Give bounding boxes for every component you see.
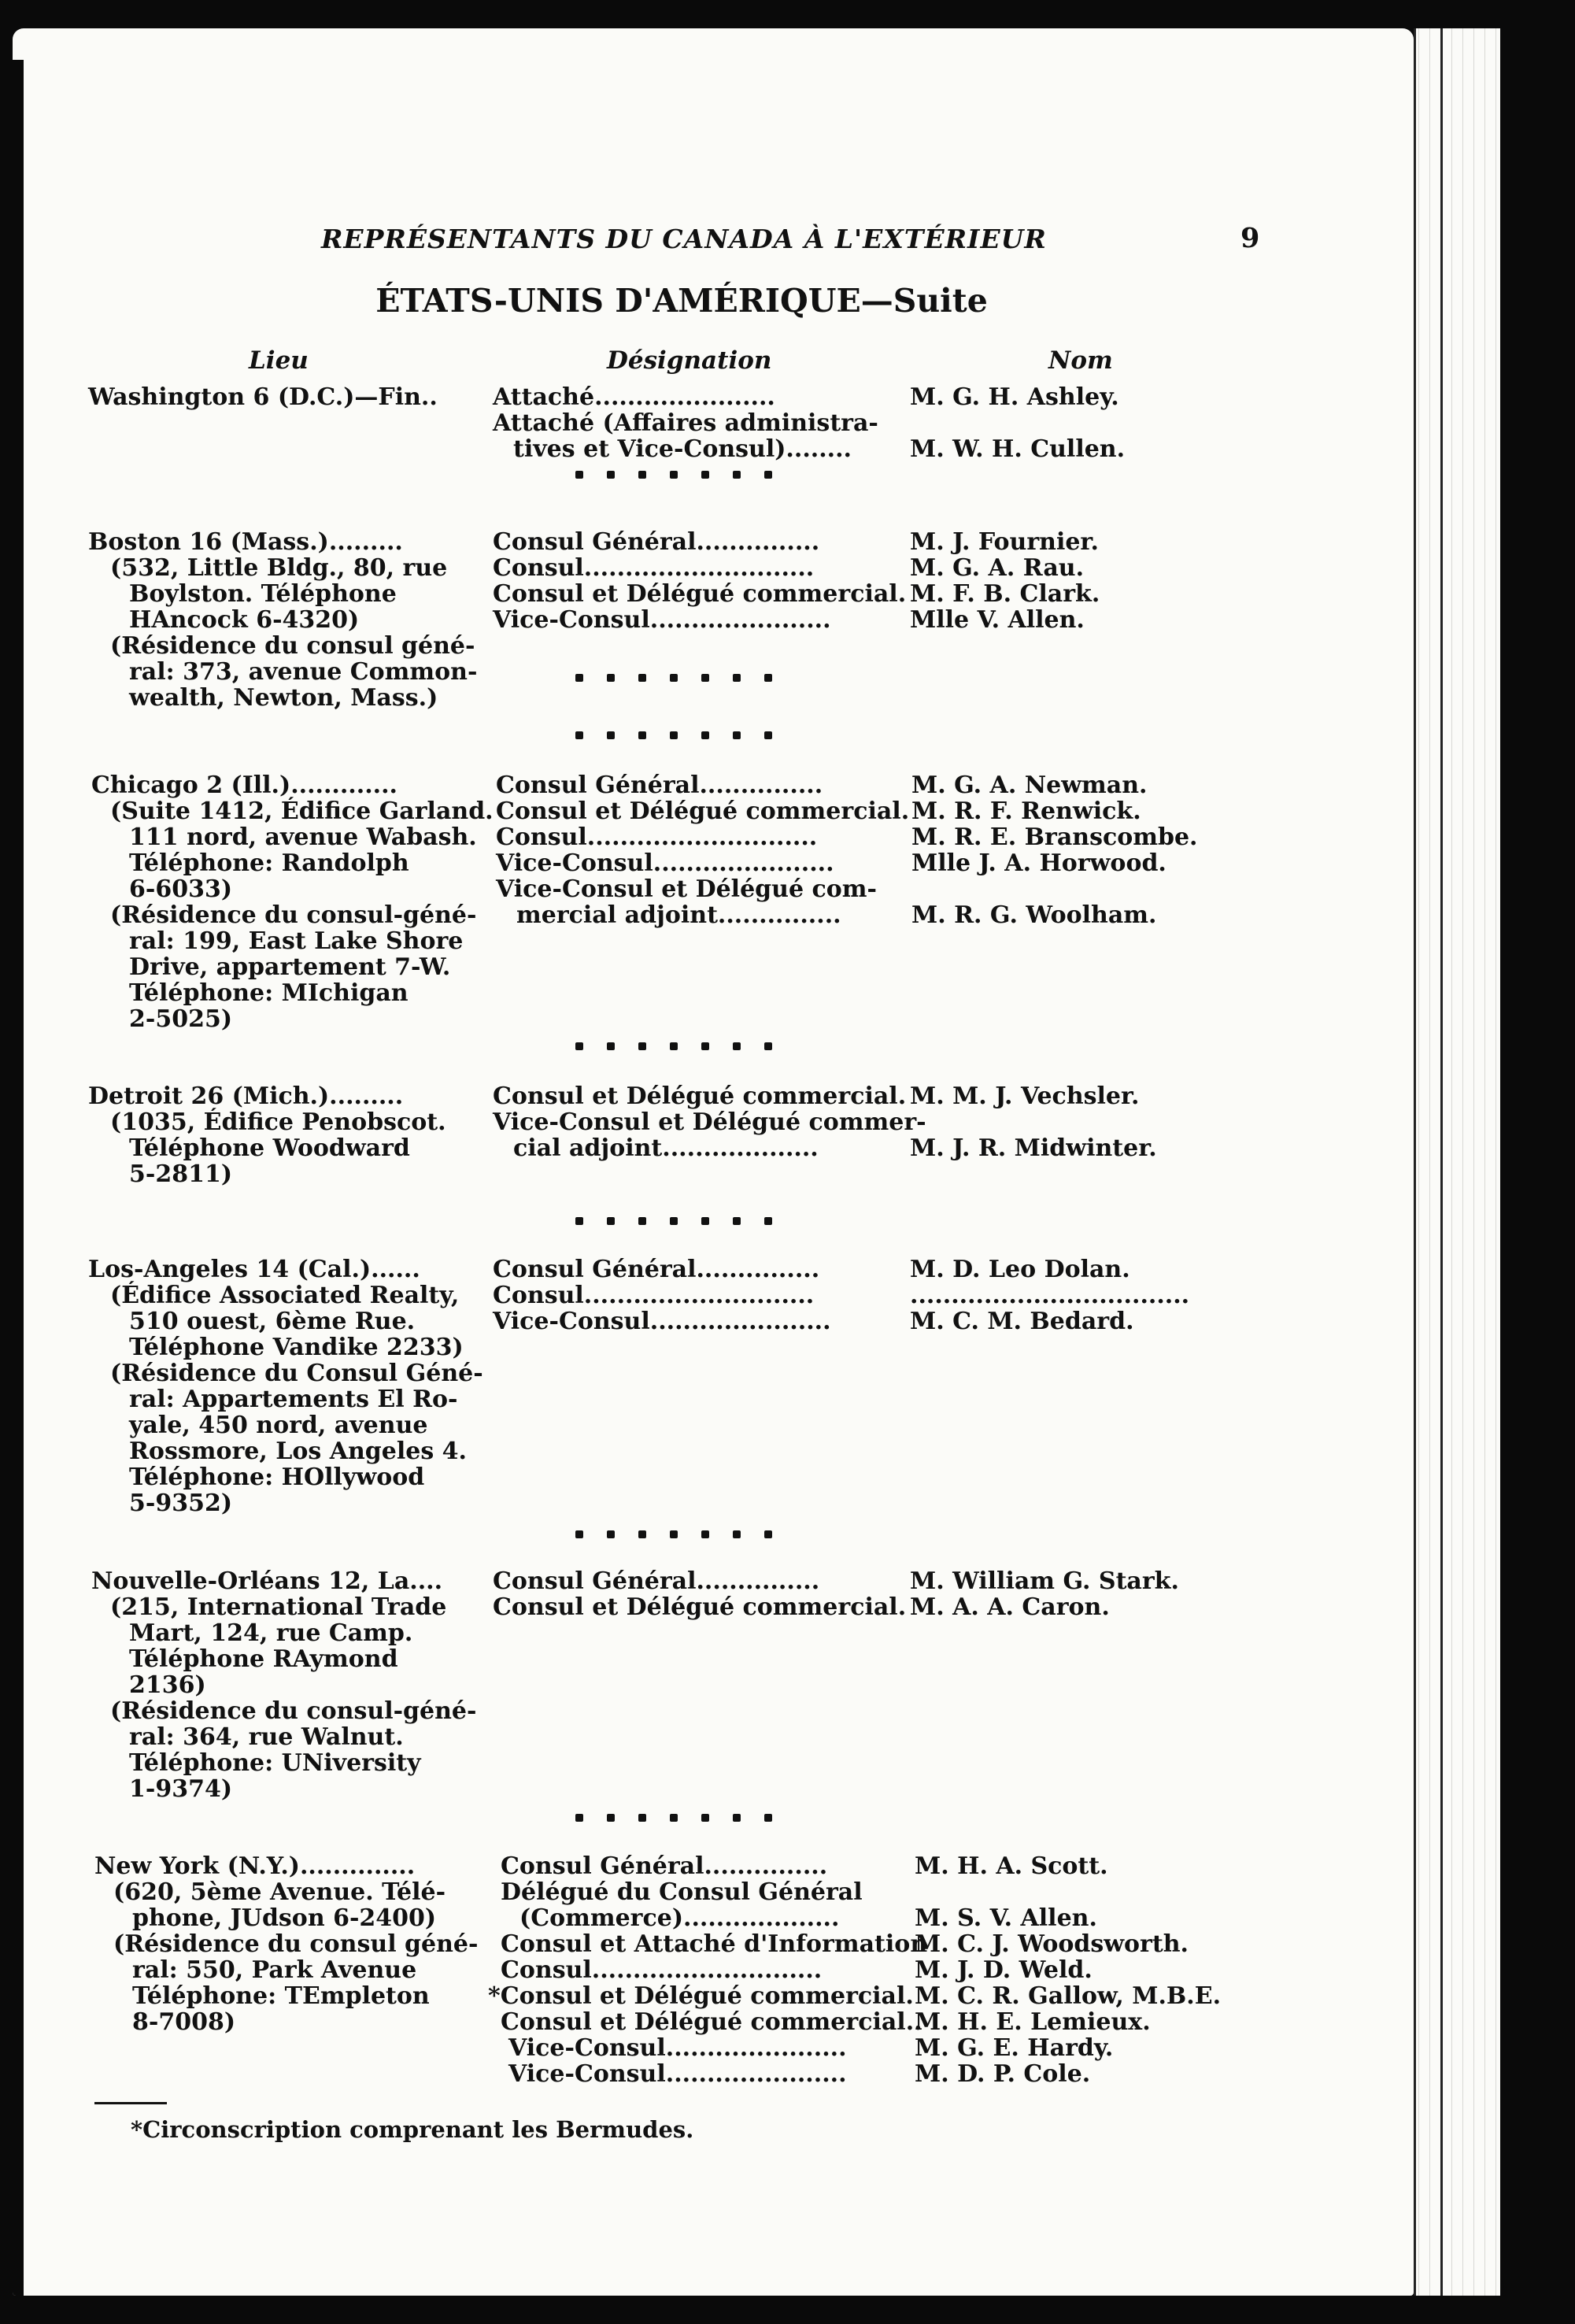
designation-line: Vice-Consul...................... [493, 1308, 831, 1335]
footnote-rule [94, 2102, 167, 2104]
designation-line: Attaché (Affaires administra- [493, 409, 878, 437]
place-line: Téléphone Vandike 2233) [129, 1334, 464, 1361]
designation-line: tives et Vice-Consul)........ [513, 435, 852, 463]
place-line: (Suite 1412, Édifice Garland. [110, 797, 494, 825]
separator-dots [575, 674, 772, 685]
entry-place [88, 1256, 483, 1517]
place-line: 111 nord, avenue Wabash. [129, 823, 477, 851]
designation-line: Consul Général............... [496, 772, 823, 799]
place-line: yale, 450 nord, avenue [129, 1412, 428, 1439]
designation-line: Vice-Consul...................... [508, 2060, 847, 2088]
name-line: M. S. V. Allen. [915, 1904, 1097, 1932]
place-line: (Résidence du consul-géné- [110, 1697, 477, 1725]
designation-line: Consul............................ [493, 1282, 815, 1309]
place-line: ral: Appartements El Ro- [129, 1386, 458, 1413]
place-line: 8-7008) [132, 2008, 236, 2036]
place-line: Chicago 2 (Ill.)............. [91, 772, 397, 799]
entry-names [910, 384, 1303, 462]
designation-line: mercial adjoint............... [516, 901, 841, 929]
entry-place [88, 1083, 466, 1187]
entry-designations [496, 772, 910, 929]
name-line: M. C. J. Woodsworth. [915, 1930, 1189, 1958]
place-line: 6-6033) [129, 875, 233, 903]
designation-line: (Commerce)................... [519, 1904, 840, 1932]
place-line: Drive, appartement 7-W. [129, 953, 451, 981]
name-line: M. A. A. Caron. [910, 1593, 1110, 1621]
designation-line: Délégué du Consul Général [501, 1878, 863, 1906]
entry-place [88, 528, 478, 712]
name-line: M. G. H. Ashley. [910, 383, 1119, 411]
gutter-line [1440, 28, 1443, 2296]
place-line: phone, JUdson 6-2400) [132, 1904, 437, 1932]
designation-line: Consul Général............... [493, 1256, 820, 1283]
name-line: M. G. A. Rau. [910, 554, 1085, 582]
column-header-place: Lieu [249, 346, 309, 375]
name-line: M. William G. Stark. [910, 1567, 1179, 1595]
designation-line: Consul et Délégué commercial. [493, 1082, 907, 1110]
place-line: 510 ouest, 6ème Rue. [129, 1308, 416, 1335]
name-line [910, 410, 1303, 436]
place-line: ral: 373, avenue Common- [129, 658, 478, 686]
designation-line: Consul et Délégué commercial. [496, 797, 910, 825]
place-line: Washington 6 (D.C.)—Fin.. [88, 383, 438, 411]
name-line: Mlle J. A. Horwood. [911, 849, 1166, 877]
entry-designations [493, 528, 907, 634]
place-line: 2136) [129, 1671, 206, 1699]
column-header-name: Nom [1048, 346, 1113, 375]
place-line: New York (N.Y.).............. [94, 1852, 416, 1880]
name-line: M. D. P. Cole. [915, 2060, 1091, 2088]
designation-line: Consul et Délégué commercial. [493, 580, 907, 608]
scan-edge [13, 60, 24, 2296]
place-line: Téléphone: HOllywood [129, 1464, 425, 1491]
place-line: 5-2811) [129, 1160, 233, 1188]
name-line [910, 1109, 1303, 1135]
facing-page-edge [1414, 28, 1500, 2296]
entry-names [910, 1083, 1303, 1161]
name-line: M. J. D. Weld. [915, 1956, 1093, 1984]
designation-line: Consul Général............... [493, 528, 820, 556]
entry-designations [488, 1852, 928, 2088]
name-line: M. H. E. Lemieux. [915, 2008, 1151, 2036]
designation-line: Vice-Consul...................... [508, 2034, 847, 2062]
designation-line: Consul............................ [493, 554, 815, 582]
place-line: 2-5025) [129, 1005, 233, 1033]
entry-place [91, 1567, 477, 1803]
place-line: Rossmore, Los Angeles 4. [129, 1438, 467, 1465]
place-line: ral: 364, rue Walnut. [129, 1723, 404, 1751]
designation-line: Consul............................ [496, 823, 818, 851]
footnote: *Circonscription comprenant les Bermudes. [131, 2116, 694, 2143]
designation-line: Consul et Délégué commercial. [493, 1593, 907, 1621]
place-line: (215, International Trade [110, 1593, 447, 1621]
place-line: Nouvelle-Orléans 12, La.... [91, 1567, 443, 1595]
place-line: (Résidence du consul-géné- [110, 901, 477, 929]
designation-line: Attaché...................... [493, 383, 775, 411]
entry-names [910, 1568, 1303, 1620]
place-line: Téléphone RAymond [129, 1645, 398, 1673]
separator-dots [575, 731, 772, 742]
entry-designations [493, 1082, 926, 1162]
place-line: Téléphone: MIchigan [129, 979, 409, 1007]
designation-line: Consul............................ [501, 1956, 823, 1984]
designation-line: Consul et Attaché d'Information [501, 1930, 928, 1958]
designation-line: Vice-Consul et Délégué com- [496, 875, 877, 903]
place-line: (Résidence du Consul Géné- [110, 1360, 483, 1387]
entry-names [910, 1256, 1303, 1334]
place-line: ral: 550, Park Avenue [132, 1956, 417, 1984]
name-line: M. J. Fournier. [910, 528, 1099, 556]
entry-designations [493, 384, 886, 462]
place-line: (620, 5ème Avenue. Télé- [113, 1878, 446, 1906]
place-line: (532, Little Bldg., 80, rue [110, 554, 448, 582]
page-number: 9 [1240, 222, 1260, 254]
designation-line: *Consul et Délégué commercial. [488, 1982, 914, 2010]
name-line: M. G. A. Newman. [911, 772, 1148, 799]
gutter-line [1414, 28, 1416, 2296]
entry-designations [493, 1256, 886, 1334]
separator-dots [575, 1042, 772, 1053]
entry-names [911, 772, 1305, 928]
section-title: ÉTATS-UNIS D'AMÉRIQUE—Suite [375, 282, 988, 320]
place-line: Téléphone Woodward [129, 1134, 410, 1162]
designation-line: Consul et Délégué commercial.. [501, 2008, 922, 2036]
place-line: Téléphone: UNiversity [129, 1749, 421, 1777]
place-line: Mart, 124, rue Camp. [129, 1619, 413, 1647]
entry-designations [493, 1567, 907, 1621]
designation-line: Consul Général............... [493, 1567, 820, 1595]
place-line: ral: 199, East Lake Shore [129, 927, 464, 955]
running-head: REPRÉSENTANTS DU CANADA À L'EXTÉRIEUR [321, 224, 1047, 254]
name-line [911, 876, 1305, 902]
place-line: wealth, Newton, Mass.) [129, 684, 438, 712]
designation-line: Vice-Consul et Délégué commer- [493, 1108, 926, 1136]
place-line: Boylston. Téléphone [129, 580, 397, 608]
designation-line: cial adjoint................... [513, 1134, 819, 1162]
name-line: M. F. B. Clark. [910, 580, 1100, 608]
name-line: M. R. E. Branscombe. [911, 823, 1198, 851]
name-line: M. H. A. Scott. [915, 1852, 1108, 1880]
separator-dots [575, 1814, 772, 1825]
document-page [13, 28, 1414, 2296]
name-line: M. J. R. Midwinter. [910, 1134, 1157, 1162]
name-line: M. M. J. Vechsler. [910, 1082, 1140, 1110]
name-line: M. C. R. Gallow, M.B.E. [915, 1982, 1222, 2010]
entry-place [91, 772, 494, 1033]
place-line: (Résidence du consul géné- [110, 632, 475, 660]
entry-names [910, 529, 1303, 633]
name-line [915, 1879, 1308, 1905]
name-line: .................................. [910, 1282, 1190, 1309]
place-line: 5-9352) [129, 1490, 233, 1517]
place-line: (1035, Édifice Penobscot. [110, 1108, 446, 1136]
separator-dots [575, 1217, 772, 1228]
place-line: Boston 16 (Mass.)......... [88, 528, 403, 556]
place-line: 1-9374) [129, 1775, 233, 1803]
place-line: (Résidence du consul géné- [113, 1930, 479, 1958]
entry-place [88, 384, 466, 410]
place-line: (Édifice Associated Realty, [110, 1282, 460, 1309]
name-line: M. C. M. Bedard. [910, 1308, 1134, 1335]
designation-line: Vice-Consul...................... [493, 606, 831, 634]
designation-line: Vice-Consul...................... [496, 849, 834, 877]
name-line: M. R. G. Woolham. [911, 901, 1157, 929]
name-line: Mlle V. Allen. [910, 606, 1085, 634]
name-line: M. W. H. Cullen. [910, 435, 1126, 463]
entry-names [915, 1853, 1308, 2087]
entry-place [94, 1852, 479, 2036]
separator-dots [575, 1530, 772, 1541]
place-line: Téléphone: Randolph [129, 849, 409, 877]
place-line: HAncock 6-4320) [129, 606, 360, 634]
designation-line: Consul Général............... [501, 1852, 828, 1880]
name-line: M. D. Leo Dolan. [910, 1256, 1130, 1283]
place-line: Téléphone: TEmpleton [132, 1982, 430, 2010]
name-line: M. R. F. Renwick. [911, 797, 1141, 825]
place-line: Los-Angeles 14 (Cal.)...... [88, 1256, 420, 1283]
name-line: M. G. E. Hardy. [915, 2034, 1114, 2062]
separator-dots [575, 471, 772, 482]
place-line: Detroit 26 (Mich.)......... [88, 1082, 404, 1110]
column-header-designation: Désignation [607, 346, 772, 375]
